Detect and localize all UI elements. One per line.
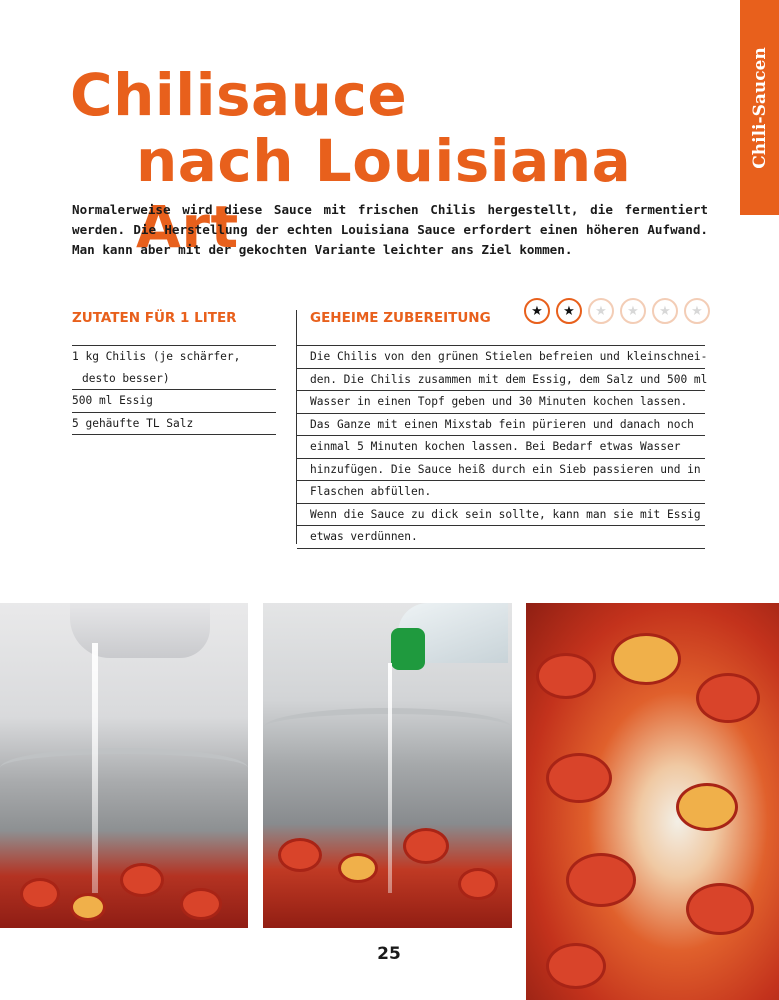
- pepper: [546, 943, 606, 989]
- pepper: [20, 878, 60, 910]
- title-line-1: Chilisauce: [70, 61, 408, 129]
- ingredient-line-continued: desto besser): [82, 371, 170, 385]
- pepper: [536, 653, 596, 699]
- ingredients-list: [72, 345, 276, 435]
- list-item: Wasser in einen Topf geben und 30 Minuten kochen lassen.: [297, 391, 705, 414]
- list-item: hinzufügen. Die Sauce heiß durch ein Sieb passieren und in: [297, 459, 705, 482]
- pepper: [180, 888, 222, 920]
- title-line-2: nach Louisiana Art: [136, 127, 632, 261]
- pepper: [611, 633, 681, 685]
- star-icon: ★: [620, 298, 646, 324]
- ingredient-line: 1 kg Chilis (je schärfer,: [72, 350, 241, 363]
- pepper: [566, 853, 636, 907]
- list-item: Die Chilis von den grünen Stielen befreien und kleinschnei-: [297, 345, 705, 369]
- photo-cooking-chilis: [526, 603, 779, 1000]
- photo-adding-salt: [0, 603, 248, 928]
- pepper: [403, 828, 449, 864]
- pepper: [686, 883, 754, 935]
- section-tab-label: Chili-Saucen: [749, 46, 770, 169]
- intro-text: Normalerweise wird diese Sauce mit frischen Chilis hergestellt, die fermentiert werden. Die Herstellung der echten Louisiana Sauce erfordert einen höheren Aufwand. Man kann aber mit der gekochten Variante leichter ans Ziel kommen.: [72, 202, 708, 257]
- star-icon: ★: [684, 298, 710, 324]
- vinegar-stream: [388, 663, 392, 893]
- list-item: Wenn die Sauce zu dick sein sollte, kann man sie mit Essig: [297, 504, 705, 527]
- pot-rim: [0, 748, 248, 788]
- salt-stream: [92, 643, 98, 893]
- pepper: [696, 673, 760, 723]
- list-item: Flaschen abfüllen.: [297, 481, 705, 504]
- list-item: etwas verdünnen.: [297, 526, 705, 549]
- pepper: [338, 853, 378, 883]
- pepper: [70, 893, 106, 921]
- list-item: [72, 390, 276, 413]
- preparation-heading: GEHEIME ZUBEREITUNG: [310, 310, 491, 326]
- pepper: [278, 838, 322, 872]
- list-item: [72, 345, 276, 390]
- pepper: [458, 868, 498, 900]
- star-icon: ★: [556, 298, 582, 324]
- ingredient-line: 5 gehäufte TL Salz: [72, 416, 194, 430]
- preparation-list: [297, 345, 708, 549]
- star-icon: ★: [588, 298, 614, 324]
- pepper: [120, 863, 164, 897]
- section-tab: [740, 0, 779, 215]
- photo-adding-vinegar: [263, 603, 512, 928]
- list-item: den. Die Chilis zusammen mit dem Essig, dem Salz und 500 ml: [297, 369, 705, 392]
- difficulty-rating: [524, 298, 710, 324]
- ingredients-heading: ZUTATEN FÜR 1 LITER: [72, 310, 237, 326]
- hand-with-salt-cup: [70, 603, 210, 658]
- list-item: einmal 5 Minuten kochen lassen. Bei Bedarf etwas Wasser: [297, 436, 705, 459]
- bottle-cap: [391, 628, 425, 670]
- list-item: Das Ganze mit einen Mixstab fein pürieren und danach noch: [297, 414, 705, 437]
- list-item: [72, 413, 276, 436]
- ingredient-line: 500 ml Essig: [72, 394, 153, 407]
- star-icon: ★: [652, 298, 678, 324]
- pepper: [546, 753, 612, 803]
- page-number: 25: [377, 944, 401, 964]
- pepper: [676, 783, 738, 831]
- star-icon: ★: [524, 298, 550, 324]
